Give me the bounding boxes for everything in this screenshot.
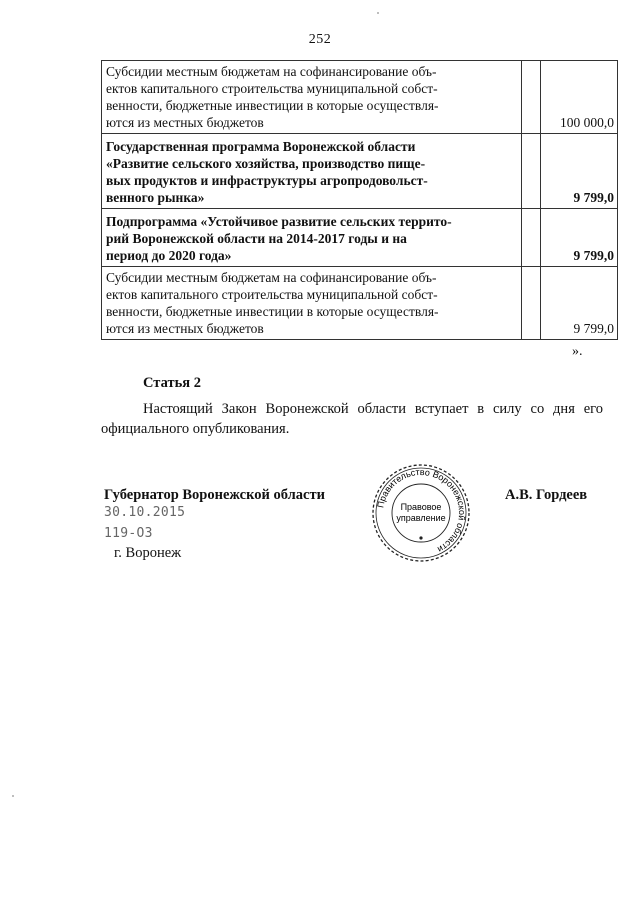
empty-cell [522, 267, 541, 340]
row-amount: 9 799,0 [541, 134, 618, 209]
row-amount: 9 799,0 [541, 209, 618, 267]
scan-speck [12, 795, 14, 797]
description-line: вых продуктов и инфраструктуры агропродовольст- [106, 173, 428, 188]
description-line: Субсидии местным бюджетам на софинансирование объ- [106, 64, 437, 79]
row-amount: 100 000,0 [541, 61, 618, 134]
table-row [102, 61, 618, 134]
empty-cell [522, 209, 541, 267]
scan-speck [377, 12, 379, 14]
description-line: венности, бюджетные инвестиции в которые осуществля- [106, 304, 439, 319]
seal-ring-text: Правительство Воронежской области [375, 466, 468, 555]
seal-center-text: Правовое [400, 502, 442, 512]
article-title: Статья 2 [143, 375, 201, 391]
description-line: ектов капитального строительства муниципальной собст- [106, 287, 438, 302]
description-line: Субсидии местным бюджетам на софинансирование объ- [106, 270, 437, 285]
row-description [102, 61, 522, 134]
row-amount: 9 799,0 [541, 267, 618, 340]
description-line: «Развитие сельского хозяйства, производство пище- [106, 156, 426, 171]
description-line: венного рынка» [106, 190, 205, 205]
seal-center-text: управление [396, 513, 446, 523]
budget-table [101, 60, 618, 340]
empty-cell [522, 61, 541, 134]
date-stamp: 30.10.2015 [104, 505, 186, 520]
description-line: Подпрограмма «Устойчивое развитие сельских террито- [106, 214, 452, 229]
article-text: Настоящий Закон Воронежской области вступает в силу со дня его официального опубликования. [101, 401, 603, 437]
description-line: период до 2020 года» [106, 248, 232, 263]
row-description [102, 134, 522, 209]
governor-name: А.В. Гордеев [505, 487, 588, 503]
empty-cell [522, 134, 541, 209]
official-seal-icon [370, 462, 472, 564]
governor-title: Губернатор Воронежской области [104, 487, 325, 503]
description-line: рий Воронежской области на 2014-2017 годы и на [106, 231, 407, 246]
city: г. Воронеж [114, 545, 182, 561]
description-line: Государственная программа Воронежской области [106, 139, 416, 154]
table-row [102, 267, 618, 340]
table-row [102, 209, 618, 267]
description-line: ектов капитального строительства муниципальной собст- [106, 81, 438, 96]
row-description [102, 267, 522, 340]
table-row [102, 134, 618, 209]
description-line: венности, бюджетные инвестиции в которые осуществля- [106, 98, 439, 113]
page-number: 252 [308, 32, 332, 47]
description-line: ются из местных бюджетов [106, 115, 264, 130]
closing-quote: ». [572, 344, 583, 359]
description-line: ются из местных бюджетов [106, 321, 264, 336]
law-number-stamp: 119-ОЗ [104, 526, 153, 541]
row-description [102, 209, 522, 267]
